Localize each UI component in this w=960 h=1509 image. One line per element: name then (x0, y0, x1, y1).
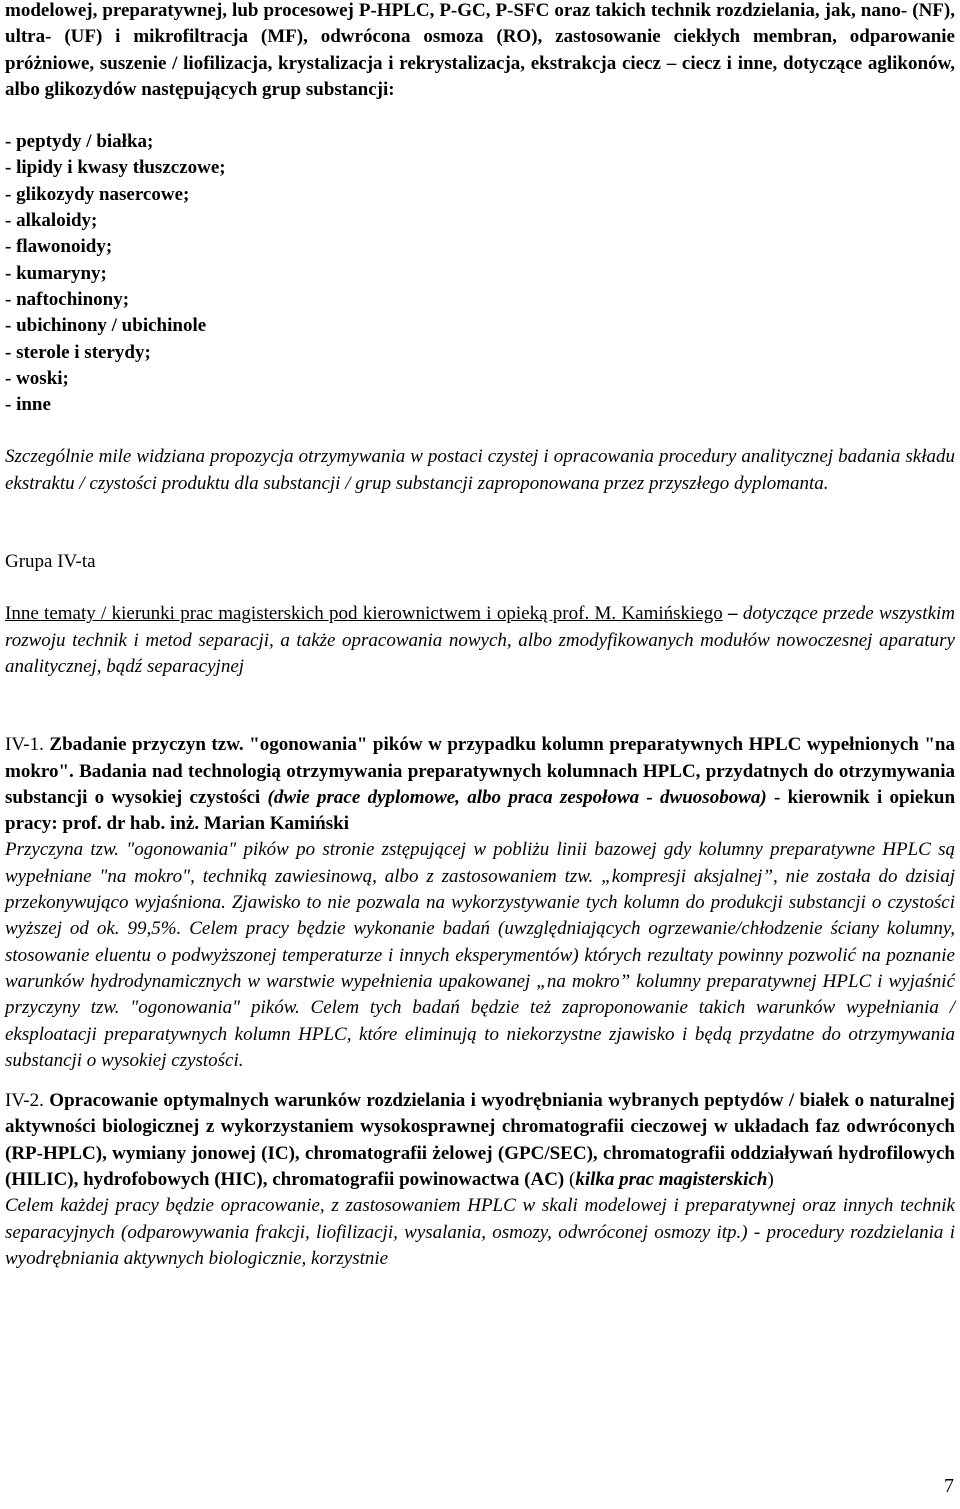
list-item: - peptydy / białka; (5, 131, 154, 153)
topic-work-type-close: ) (767, 1168, 774, 1190)
list-item: - naftochinony; (5, 288, 130, 310)
topic-number: IV-1. (5, 734, 44, 756)
list-item: - flawonoidy; (5, 236, 113, 258)
list-item: - glikozydy nasercowe; (5, 183, 190, 205)
list-item: - inne (5, 394, 51, 416)
topic-work-type: kilka prac magisterskich (575, 1168, 768, 1190)
spacer (5, 418, 955, 444)
page-number: 7 (944, 1475, 954, 1497)
topic-supervisor: - kierownik i opiekun pracy: prof. dr hab. inż. Marian Kamiński (5, 786, 956, 835)
list-item: - kumaryny; (5, 262, 107, 284)
topic-iv-2-header (5, 1088, 955, 1193)
intro-paragraph: modelowej, preparatywnej, lub procesowej P-HPLC, P-GC, P-SFC oraz takich technik rozdzielania, jak, nano- (NF), ultra- (UF) i mikrofiltracja (MF), odwrócona osmoza (RO), zastosowanie ciekłych membran, odparowanie próżniowe, suszenie / liofilizacja, krystalizacja i rekrystalizacja, ekstrakcja ciecz – ciecz i inne, dotyczące aglikonów, albo glikozydów następujących grup substancji: (5, 0, 955, 100)
list-item: - alkaloidy; (5, 210, 98, 232)
topic-title: Zbadanie przyczyn tzw. "ogonowania" pików w przypadku kolumn preparatywnych HPLC wypełnionych "na mokro". Badania nad technologią otrzymywania preparatywnych kolumnach HPLC, przydatnych do otrzymywania substancji o wysokiej czystości (5, 734, 955, 808)
topic-work-type-open: ( (564, 1168, 576, 1190)
topic-title: Opracowanie optymalnych warunków rozdzielania i wyodrębniania wybranych peptydów / białek o naturalnej aktywności biologicznej z wykorzystaniem wysokosprawnej chromatografii cieczowej w układach faz odwróconych (RP-HPLC), wymiany jonowej (IC), chromatografii żelowej (GPC/SEC), chromatografii oddziaływań hydrofilowych (HILIC), hydrofobowych (HIC), chromatografii powinowactwa (AC) (5, 1090, 956, 1190)
spacer (5, 680, 955, 732)
special-note-paragraph: Szczególnie mile widziana propozycja otrzymywania w postaci czystej i opracowania procedury analitycznej badania składu ekstraktu / czystości produktu dla substancji / grup substancji zaproponowana przez przyszłego dyplomanta. (5, 446, 955, 494)
spacer (5, 575, 955, 601)
group-dash: – (722, 603, 743, 625)
substance-list (5, 129, 955, 418)
spacer (5, 497, 955, 549)
group-heading: Inne tematy / kierunki prac magisterskich pod kierownictwem i opieką prof. M. Kamińskiego (5, 603, 723, 625)
list-item: - woski; (5, 367, 69, 389)
list-item: - ubichinony / ubichinole (5, 315, 207, 337)
topic-iv-2-description: Celem każdej pracy będzie opracowanie, z zastosowaniem HPLC w skali modelowej i preparatywnej oraz innych technik separacyjnych (odparowywania frakcji, liofilizacji, wysalania, osmozy, odwróconej osmozy itp.) - procedury rozdzielania i wyodrębniania aktywnych biologicznie, korzystnie (5, 1195, 955, 1269)
topic-iv-1-description: Przyczyna tzw. "ogonowania" pików po stronie zstępującej w pobliżu linii bazowej gdy kolumny preparatywne HPLC są wypełniane "na mokro", techniką zawiesinową, albo z zastosowaniem tzw. „kompresji aksjalnej”, nie została do dzisiaj przekonywująco wyjaśniona. Zjawisko to nie pozwala na wykorzystywanie tych kolumn do produkcji substancji o czystości wyższej od ok. 99,5%. Celem pracy będzie wykonanie badań (uwzględniających ogrzewanie/chłodzenie ściany kolumny, stosowanie eluentu o podwyższonej temperaturze i innych eksperymentów) których rezultaty powinny pozwolić na poznanie warunków hydrodynamicznych w warstwie wypełnienia upakowanej „na mokro” kolumny preparatywnej HPLC i wyjaśnić przyczyny tzw. "ogonowania" pików. Celem tych badań będzie też zaproponowanie takich warunków wypełniania / eksploatacji preparatywnych kolumn HPLC, które eliminują to niekorzystne zjawisko i będą przydatne do otrzymywania substancji o wysokiej czystości. (5, 839, 955, 1071)
spacer (5, 103, 955, 129)
group-title: Grupa IV-ta (5, 551, 96, 573)
list-item: - lipidy i kwasy tłuszczowe; (5, 157, 226, 179)
list-item: - sterole i sterydy; (5, 341, 151, 363)
topic-number: IV-2. (5, 1090, 44, 1112)
document-page (5, 0, 955, 1272)
group-intro-paragraph (5, 601, 955, 680)
topic-work-type: (dwie prace dyplomowe, albo praca zespołowa - dwuosobowa) (267, 786, 767, 808)
group-description: dotyczące przede wszystkim rozwoju technik i metod separacji, a także opracowania nowych, albo zmodyfikowanych modułów nowoczesnej aparatury analitycznej, bądź separacyjnej (5, 603, 956, 677)
topic-iv-1-header (5, 732, 955, 837)
spacer (5, 1074, 955, 1088)
